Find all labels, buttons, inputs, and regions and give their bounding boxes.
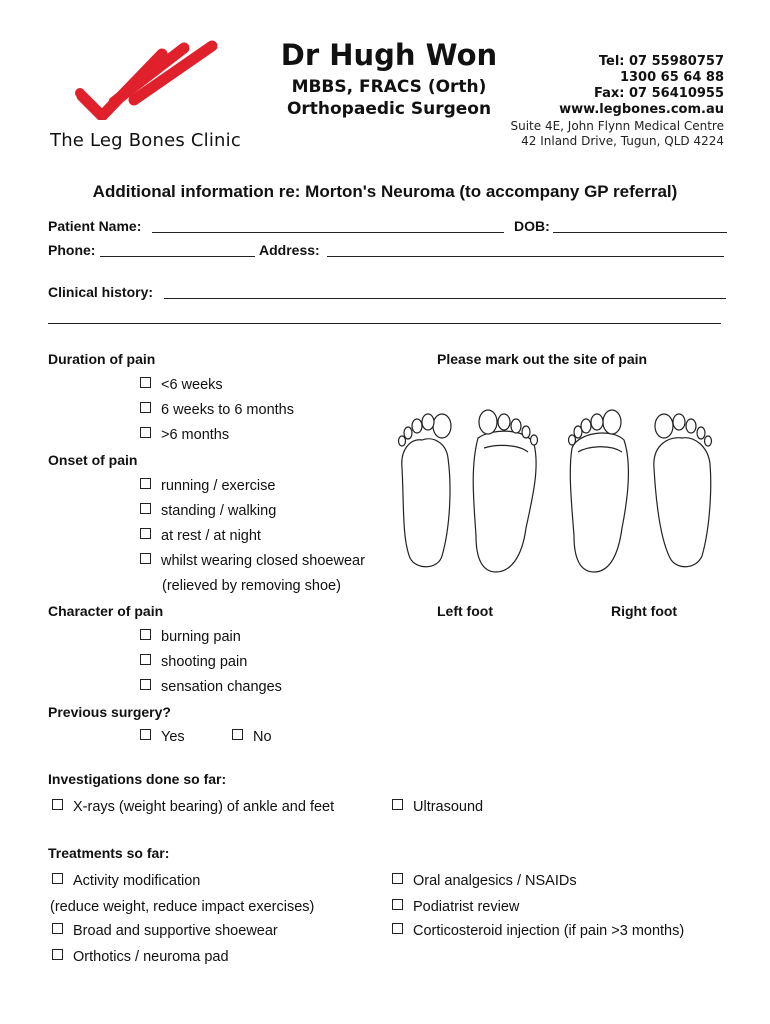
character-option[interactable]: shooting pain xyxy=(140,654,247,670)
duration-heading: Duration of pain xyxy=(48,351,156,367)
shoewear-option[interactable]: Broad and supportive shoewear xyxy=(52,923,278,939)
character-heading: Character of pain xyxy=(48,603,164,619)
pain-site-heading: Please mark out the site of pain xyxy=(437,351,648,367)
activity-note: (reduce weight, reduce impact exercises) xyxy=(50,899,315,915)
checkbox[interactable] xyxy=(140,729,151,740)
checkbox[interactable] xyxy=(52,949,63,960)
phone-field[interactable] xyxy=(100,256,255,257)
character-option[interactable]: sensation changes xyxy=(140,679,282,695)
duration-option[interactable]: 6 weeks to 6 months xyxy=(140,402,294,418)
address-field[interactable] xyxy=(327,256,724,257)
checkbox[interactable] xyxy=(52,873,63,884)
duration-option[interactable]: <6 weeks xyxy=(140,377,223,393)
surgery-heading: Previous surgery? xyxy=(48,704,171,720)
address-line-1: Suite 4E, John Flynn Medical Centre xyxy=(510,119,724,133)
checkbox[interactable] xyxy=(140,503,151,514)
clinical-history-label: Clinical history: xyxy=(48,284,154,300)
checkbox[interactable] xyxy=(52,923,63,934)
tel: Tel: 07 55980757 xyxy=(598,54,724,69)
checkbox[interactable] xyxy=(392,923,403,934)
clinical-history-field-line-2[interactable] xyxy=(48,323,721,324)
podiatrist-option[interactable]: Podiatrist review xyxy=(392,899,519,915)
dob-field[interactable] xyxy=(553,232,727,233)
checkbox[interactable] xyxy=(140,654,151,665)
checkbox[interactable] xyxy=(392,873,403,884)
phone-label: Phone: xyxy=(48,242,96,258)
duration-option[interactable]: >6 months xyxy=(140,427,229,443)
clinic-name: The Leg Bones Clinic xyxy=(50,130,241,151)
checkbox[interactable] xyxy=(140,427,151,438)
right-foot-label: Right foot xyxy=(611,603,678,619)
address-line-2: 42 Inland Drive, Tugun, QLD 4224 xyxy=(521,134,724,148)
onset-heading: Onset of pain xyxy=(48,452,138,468)
surgery-no-option[interactable]: No xyxy=(232,729,272,745)
onset-note: (relieved by removing shoe) xyxy=(162,578,341,594)
qualifications: MBBS, FRACS (Orth) xyxy=(291,77,487,97)
surgery-yes-option[interactable]: Yes xyxy=(140,729,185,745)
checkbox[interactable] xyxy=(140,377,151,388)
checkbox[interactable] xyxy=(392,799,403,810)
clinical-history-field[interactable] xyxy=(164,298,726,299)
phone-alt: 1300 65 64 88 xyxy=(619,70,724,85)
onset-option[interactable]: standing / walking xyxy=(140,503,276,519)
xray-option[interactable]: X-rays (weight bearing) of ankle and feet xyxy=(52,799,334,815)
address-label: Address: xyxy=(259,242,320,258)
onset-option[interactable]: whilst wearing closed shoewear xyxy=(140,553,365,569)
ultrasound-option[interactable]: Ultrasound xyxy=(392,799,483,815)
role: Orthopaedic Surgeon xyxy=(286,99,492,119)
fax: Fax: 07 56410955 xyxy=(594,86,724,101)
onset-option[interactable]: running / exercise xyxy=(140,478,275,494)
onset-option[interactable]: at rest / at night xyxy=(140,528,261,544)
patient-name-label: Patient Name: xyxy=(48,218,142,234)
patient-name-field[interactable] xyxy=(152,232,504,233)
dob-label: DOB: xyxy=(514,218,550,234)
injection-option[interactable]: Corticosteroid injection (if pain >3 months) xyxy=(392,923,684,939)
checkbox[interactable] xyxy=(140,528,151,539)
feet-diagram[interactable] xyxy=(392,408,738,578)
checkbox[interactable] xyxy=(392,899,403,910)
left-foot-label: Left foot xyxy=(437,603,493,619)
doctor-name: Dr Hugh Won xyxy=(280,38,498,72)
checkbox[interactable] xyxy=(140,402,151,413)
checkbox[interactable] xyxy=(140,679,151,690)
clinic-logo xyxy=(44,40,244,120)
checkbox[interactable] xyxy=(140,629,151,640)
checkbox[interactable] xyxy=(140,553,151,564)
activity-option[interactable]: Activity modification xyxy=(52,873,200,889)
treatments-heading: Treatments so far: xyxy=(48,845,170,861)
character-option[interactable]: burning pain xyxy=(140,629,241,645)
form-title: Additional information re: Morton's Neuroma (to accompany GP referral) xyxy=(92,182,678,201)
analgesics-option[interactable]: Oral analgesics / NSAIDs xyxy=(392,873,577,889)
orthotics-option[interactable]: Orthotics / neuroma pad xyxy=(52,949,229,965)
checkbox[interactable] xyxy=(140,478,151,489)
checkbox[interactable] xyxy=(232,729,243,740)
investigations-heading: Investigations done so far: xyxy=(48,771,227,787)
checkbox[interactable] xyxy=(52,799,63,810)
website: www.legbones.com.au xyxy=(559,102,724,117)
